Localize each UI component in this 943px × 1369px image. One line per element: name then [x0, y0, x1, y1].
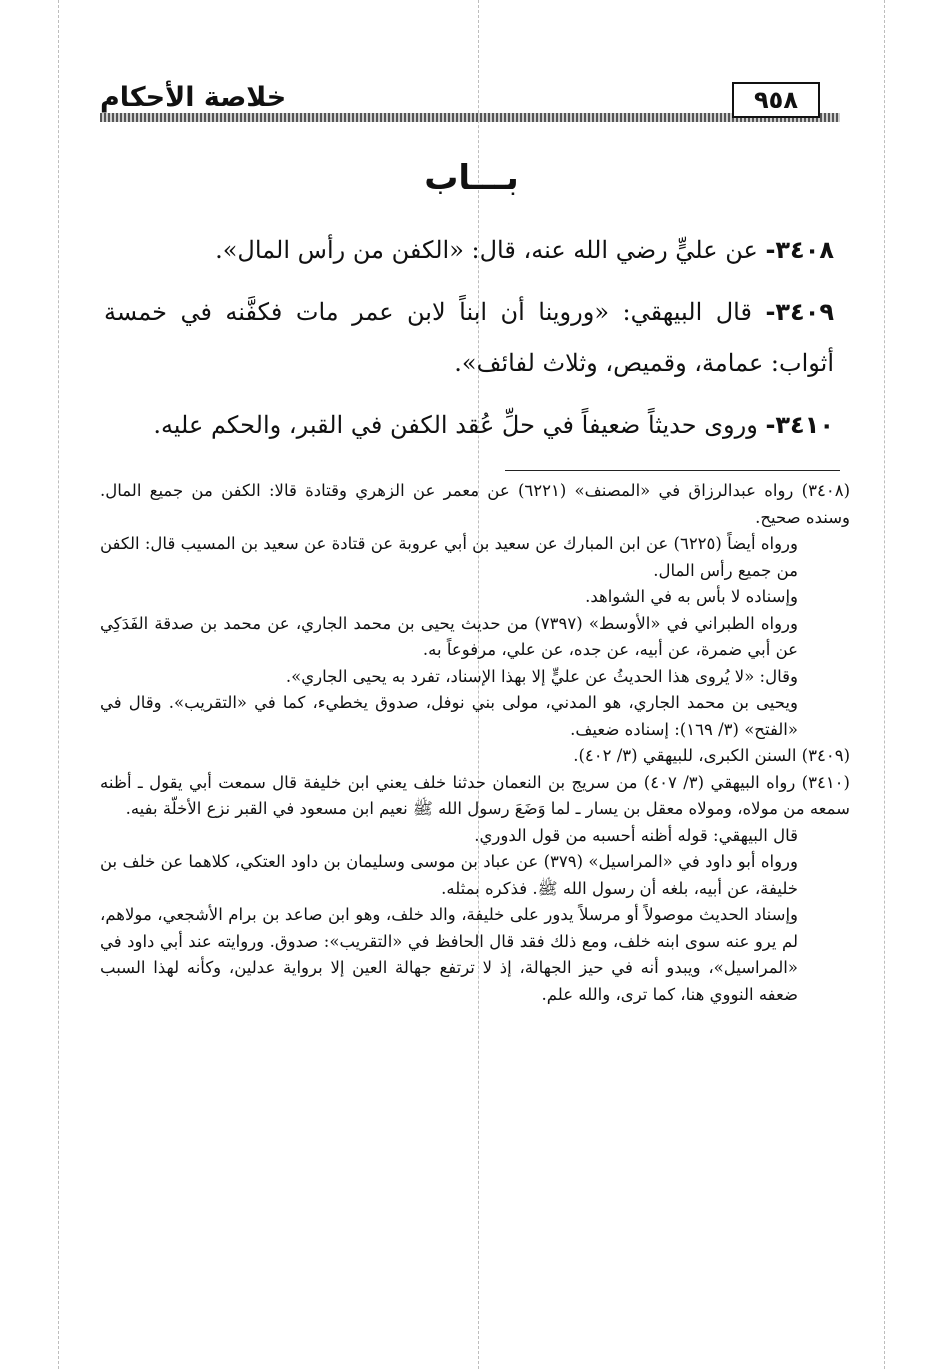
running-title: خلاصة الأحكام: [100, 82, 287, 113]
footnote-paragraph: وقال: «لا يُروى هذا الحديثُ عن عليٍّ إلا بهذا الإسناد، تفرد به يحيى الجاري».: [285, 666, 798, 686]
hadith-number: ٣٤٠٨-: [765, 236, 834, 264]
footnote-paragraph: وإسناده لا بأس به في الشواهد.: [585, 587, 798, 606]
footnote-paragraph: ورواه أيضاً (٦٢٢٥) عن ابن المبارك عن سعيد بن أبي عروبة عن قتادة عن سعيد بن المسيب قال: الكفن من جميع رأس المال.: [100, 534, 798, 580]
footnote-paragraph: (٣٤٠٨) رواه عبدالرزاق في «المصنف» (٦٢٢١) عن معمر عن الزهري وقتادة قالا: الكفن من جميع المال. وسنده صحيح.: [100, 481, 850, 527]
hadith-text: وروى حديثاً ضعيفاً في حلِّ عُقد الكفن في القبر، والحكم عليه.: [153, 411, 758, 439]
hadith-text: قال البيهقي: «وروينا أن ابناً لابن عمر مات فكفَّنه في خمسة أثواب: عمامة، وقميص، وثلاث لفائف».: [104, 298, 834, 377]
footnote-paragraph: (٣٤١٠) رواه البيهقي (٣/ ٤٠٧) من سريج بن النعمان حدثنا خلف يعني ابن خليفة قال سمعت أبي يقول ـ أظنه سمعه من مولاه، ومولاه معقل بن يسار ـ لما وَضَعَ رسول الله ﷺ نعيم ابن مسعود في القبر نزع الأخلّة بفيه.: [100, 772, 850, 818]
hadith-number: ٣٤٠٩-: [765, 298, 834, 326]
footnotes: [100, 478, 850, 1008]
margin-guide-right: [884, 0, 885, 1369]
footnote-3410: [100, 770, 850, 1009]
footnote-3409: [100, 743, 850, 770]
hadith-item: [104, 287, 834, 389]
page-number: ٩٥٨: [732, 82, 820, 118]
footnote-paragraph: قال البيهقي: قوله أظنه أحسبه من قول الدوري.: [474, 825, 798, 845]
footnote-3408: [100, 478, 850, 743]
hadith-text: عن عليٍّ رضي الله عنه، قال: «الكفن من رأس المال».: [215, 236, 758, 264]
footnote-separator: [505, 470, 840, 471]
footnote-paragraph: ويحيى بن محمد الجاري، هو المدني، مولى بني نوفل، صدوق يخطيء، كما في «التقريب». وقال في «الفتح» (٣/ ١٦٩): إسناده ضعيف.: [100, 693, 798, 739]
footnote-paragraph: وإسناد الحديث موصولاً أو مرسلاً يدور على خليفة، والد خلف، وهو ابن صاعد بن برام الأشجعي، مولاهم، لم يرو عنه سوى ابنه خلف، ومع ذلك فقد قال الحافظ في «التقريب»: صدوق. وروايته عند أبي داود في «المراسيل»، ويبدو أنه في حيز الجهالة، إذ لا ترتفع جهالة العين إلا برواية عدلين، وكأنه لهذا السبب ضعفه النووي هنا، كما ترى، والله علم.: [100, 905, 798, 1004]
footnote-paragraph: ورواه أبو داود في «المراسيل» (٣٧٩) عن عباد بن موسى وسليمان بن داود العتكي، كلاهما عن خلف بن خليفة، عن أبيه، بلغه أن رسول الله ﷺ. فذكره بمثله.: [100, 852, 798, 898]
hadith-item: [104, 400, 834, 451]
footnote-paragraph: (٣٤٠٩) السنن الكبرى، للبيهقي (٣/ ٤٠٢).: [573, 746, 850, 765]
footnote-paragraph: ورواه الطبراني في «الأوسط» (٧٣٩٧) من حديث يحيى بن محمد الجاري، عن محمد بن صدقة الفَدَكِي عن أبي ضمرة، عن أبيه، عن جده، عن علي، مرفوعاً به.: [100, 613, 798, 659]
hadith-item: [104, 225, 834, 276]
chapter-title: بـــاب: [424, 158, 519, 198]
header-rule: [100, 113, 840, 122]
hadith-number: ٣٤١٠-: [765, 411, 834, 439]
margin-guide-left: [58, 0, 59, 1369]
